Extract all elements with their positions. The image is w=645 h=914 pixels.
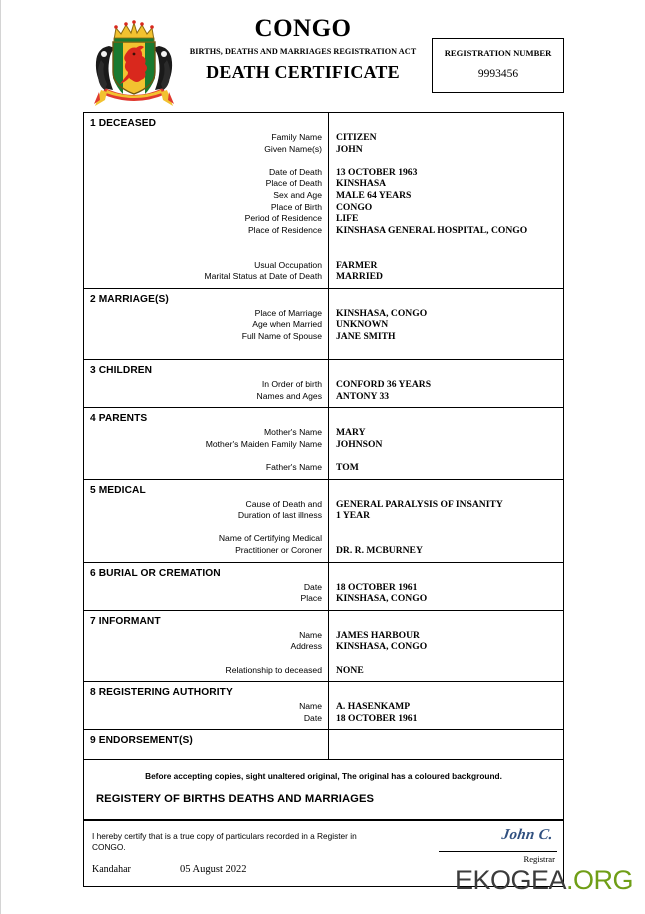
value-child-2: ANTONY 33 bbox=[336, 390, 390, 402]
value-place-of-marriage: KINSHASA, CONGO bbox=[336, 307, 428, 319]
value-mothers-name: MARY bbox=[336, 427, 366, 439]
section-marriages bbox=[84, 289, 563, 360]
section-informant bbox=[84, 611, 563, 682]
value-date-of-death: 13 OCTOBER 1963 bbox=[336, 166, 418, 178]
section-registering-authority bbox=[84, 682, 563, 730]
label-date-of-death: Date of Death bbox=[268, 166, 322, 177]
section-parents bbox=[84, 408, 563, 479]
copy-warning-notice: Before accepting copies, sight unaltered original, The original has a coloured background. bbox=[145, 771, 502, 782]
value-mothers-maiden-name: JOHNSON bbox=[336, 438, 383, 450]
ekogea-watermark bbox=[455, 865, 633, 896]
deceased-value-column bbox=[329, 113, 563, 288]
parents-label-column bbox=[84, 408, 329, 478]
value-place-of-residence: KINSHASA GENERAL HOSPITAL, CONGO bbox=[336, 224, 528, 236]
section-heading-registering-authority: 8 REGISTERING AUTHORITY bbox=[90, 687, 233, 699]
certification-place: Kandahar bbox=[92, 864, 131, 876]
registration-number-value: 9993456 bbox=[477, 68, 519, 80]
endorsements-value-column bbox=[329, 730, 563, 759]
children-value-column bbox=[329, 360, 563, 407]
label-fathers-name: Father's Name bbox=[265, 462, 322, 473]
registrar-signature: John C. bbox=[500, 827, 555, 844]
label-place-of-birth: Place of Birth bbox=[270, 201, 322, 212]
value-informant-name: JAMES HARBOUR bbox=[336, 629, 420, 641]
section-heading-informant: 7 INFORMANT bbox=[90, 615, 161, 627]
certificate-title: DEATH CERTIFICATE bbox=[206, 62, 400, 83]
value-given-names: JOHN bbox=[336, 143, 363, 155]
section-heading-deceased: 1 DECEASED bbox=[90, 118, 157, 129]
signature-block bbox=[439, 825, 557, 864]
value-sex-and-age: MALE 64 YEARS bbox=[336, 189, 412, 201]
label-place-of-marriage: Place of Marriage bbox=[254, 307, 322, 318]
value-period-of-residence: LIFE bbox=[336, 213, 359, 225]
section-heading-burial: 6 BURIAL OR CREMATION bbox=[90, 567, 221, 579]
label-mothers-maiden-name: Mother's Maiden Family Name bbox=[205, 438, 322, 449]
label-informant-relationship: Relationship to deceased bbox=[225, 664, 322, 675]
label-place-of-death: Place of Death bbox=[265, 178, 322, 189]
section-deceased bbox=[84, 113, 563, 289]
label-cause-of-death: Cause of Death and bbox=[245, 498, 322, 509]
deceased-label-column bbox=[84, 113, 329, 288]
watermark-primary: EKOGEA bbox=[454, 865, 566, 895]
value-child-1: CONFORD 36 YEARS bbox=[336, 379, 432, 391]
registry-title: REGISTERY OF BIRTHS DEATHS AND MARRIAGES bbox=[96, 793, 375, 806]
registrar-role-label: Registrar bbox=[523, 854, 555, 865]
label-place-of-residence: Place of Residence bbox=[247, 224, 322, 235]
section-heading-marriages: 2 MARRIAGE(S) bbox=[90, 293, 169, 305]
authority-label-column bbox=[84, 682, 329, 729]
certification-date: 05 August 2022 bbox=[180, 864, 247, 876]
label-mothers-name: Mother's Name bbox=[264, 427, 322, 438]
medical-value-column bbox=[329, 480, 563, 562]
label-burial-place: Place bbox=[300, 593, 322, 604]
label-burial-date: Date bbox=[303, 581, 322, 592]
label-age-when-married: Age when Married bbox=[252, 319, 322, 330]
section-heading-parents: 4 PARENTS bbox=[90, 413, 148, 425]
label-period-of-residence: Period of Residence bbox=[244, 213, 322, 224]
signature-rule bbox=[439, 851, 557, 852]
watermark-accent: .ORG bbox=[565, 865, 633, 895]
authority-value-column bbox=[329, 682, 563, 729]
value-full-name-of-spouse: JANE SMITH bbox=[336, 330, 396, 342]
burial-label-column bbox=[84, 563, 329, 610]
parents-value-column bbox=[329, 408, 563, 478]
informant-value-column bbox=[329, 611, 563, 681]
country-name: CONGO bbox=[254, 15, 352, 42]
value-place-of-birth: CONGO bbox=[336, 201, 373, 213]
section-notice bbox=[84, 760, 563, 820]
value-informant-address: KINSHASA, CONGO bbox=[336, 641, 428, 653]
children-label-column bbox=[84, 360, 329, 407]
section-endorsements bbox=[84, 730, 563, 760]
label-authority-name: Name bbox=[299, 701, 322, 712]
section-heading-children: 3 CHILDREN bbox=[90, 365, 153, 377]
value-place-of-death: KINSHASA bbox=[336, 178, 387, 190]
section-heading-medical: 5 MEDICAL bbox=[90, 484, 146, 496]
value-authority-date: 18 OCTOBER 1961 bbox=[336, 712, 418, 724]
marriages-value-column bbox=[329, 289, 563, 359]
title-block bbox=[183, 16, 423, 83]
value-fathers-name: TOM bbox=[336, 462, 359, 474]
registration-act-line: BIRTHS, DEATHS AND MARRIAGES REGISTRATION ACT bbox=[189, 47, 417, 57]
certification-statement: I hereby certify that is a true copy of particulars recorded in a Register in CONGO. bbox=[92, 831, 357, 853]
section-children bbox=[84, 360, 563, 408]
label-order-of-birth: In Order of birth bbox=[261, 379, 322, 390]
label-certifying-medical-line1: Name of Certifying Medical bbox=[218, 533, 322, 544]
burial-value-column bbox=[329, 563, 563, 610]
label-given-names: Given Name(s) bbox=[264, 143, 322, 154]
label-names-and-ages: Names and Ages bbox=[256, 390, 322, 401]
label-certifying-medical-line2: Practitioner or Coroner bbox=[235, 545, 322, 556]
registration-number-box bbox=[432, 38, 564, 93]
label-informant-name: Name bbox=[299, 629, 322, 640]
section-burial bbox=[84, 563, 563, 611]
label-family-name: Family Name bbox=[271, 132, 322, 142]
value-duration-of-illness: 1 YEAR bbox=[336, 510, 371, 522]
value-informant-relationship: NONE bbox=[336, 664, 364, 676]
value-usual-occupation: FARMER bbox=[336, 259, 378, 271]
value-marital-status: MARRIED bbox=[336, 271, 383, 283]
label-informant-address: Address bbox=[290, 641, 322, 652]
label-marital-status: Marital Status at Date of Death bbox=[204, 271, 322, 282]
label-duration-of-illness: Duration of last illness bbox=[237, 510, 322, 521]
informant-label-column bbox=[84, 611, 329, 681]
label-usual-occupation: Usual Occupation bbox=[254, 259, 322, 270]
value-age-when-married: UNKNOWN bbox=[336, 319, 389, 331]
value-burial-place: KINSHASA, CONGO bbox=[336, 593, 428, 605]
endorsements-label-column bbox=[84, 730, 329, 759]
document-header bbox=[83, 10, 564, 110]
value-burial-date: 18 OCTOBER 1961 bbox=[336, 581, 418, 593]
label-authority-date: Date bbox=[303, 712, 322, 723]
section-heading-endorsements: 9 ENDORSEMENT(S) bbox=[90, 735, 193, 747]
certificate-table bbox=[83, 112, 564, 887]
registration-number-label: REGISTRATION NUMBER bbox=[444, 48, 552, 58]
label-sex-and-age: Sex and Age bbox=[273, 189, 322, 200]
value-family-name: CITIZEN bbox=[336, 132, 377, 143]
medical-label-column bbox=[84, 480, 329, 562]
congo-coat-of-arms-icon bbox=[87, 14, 181, 110]
value-cause-of-death: GENERAL PARALYSIS OF INSANITY bbox=[336, 498, 503, 510]
value-authority-name: A. HASENKAMP bbox=[336, 701, 411, 713]
section-medical bbox=[84, 480, 563, 563]
value-certifying-practitioner: DR. R. MCBURNEY bbox=[336, 545, 423, 557]
label-full-name-of-spouse: Full Name of Spouse bbox=[241, 330, 322, 341]
marriages-label-column bbox=[84, 289, 329, 359]
